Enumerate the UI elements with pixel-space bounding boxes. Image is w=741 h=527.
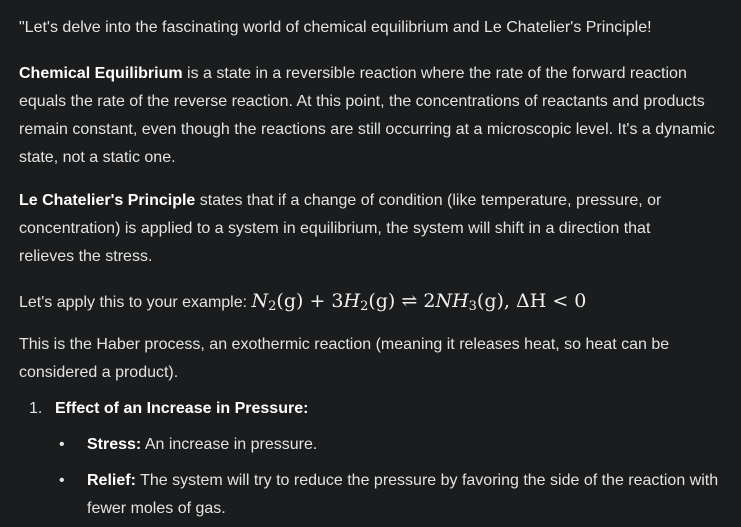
apply-paragraph: [19, 287, 586, 321]
equilibrium-term: Chemical Equilibrium: [19, 65, 183, 82]
bullet-dot-icon: •: [59, 472, 65, 489]
bullet-stress: [59, 431, 719, 459]
bullet-text: An increase in pressure.: [141, 436, 318, 453]
bullet-dot-icon: •: [59, 436, 65, 453]
haber-equation: $N_2(g) + 3H_2(g)$ ⇌ $2NH_3(g)$, ΔH < 0: [251, 290, 587, 314]
equilibrium-text: is a state in a reversible reaction where the rate of the forward reaction equals the rate of the reverse reaction. At this point, the concentrations of reactants and products remain constant, even though the reactions are still occurring at a microscopic level. It's a dynamic state, not a static one.: [19, 65, 715, 166]
bullet-label: Stress:: [87, 436, 142, 453]
le-chatelier-paragraph: [19, 187, 699, 271]
le-chatelier-term: Le Chatelier's Principle: [19, 192, 196, 209]
intro-paragraph: "Let's delve into the fascinating world of chemical equilibrium and Le Chatelier's Principle!: [19, 19, 652, 36]
bullet-text: The system will try to reduce the pressure by favoring the side of the reaction with fewer moles of gas.: [87, 472, 719, 517]
equilibrium-paragraph: [19, 60, 719, 172]
list-item-pressure: [29, 395, 308, 423]
bullet-relief: [59, 467, 719, 523]
haber-paragraph: This is the Haber process, an exothermic reaction (meaning it releases heat, so heat can be considered a product).: [19, 336, 670, 381]
list-number: 1.: [29, 400, 43, 417]
list-item-title: Effect of an Increase in Pressure:: [55, 400, 309, 417]
bullet-label: Relief:: [87, 472, 136, 489]
apply-lead: Let's apply this to your example:: [19, 294, 252, 311]
le-chatelier-text: states that if a change of condition (like temperature, pressure, or concentration) is applied to a system in equilibrium, the system will shift in a direction that relieves the stress.: [19, 192, 662, 265]
